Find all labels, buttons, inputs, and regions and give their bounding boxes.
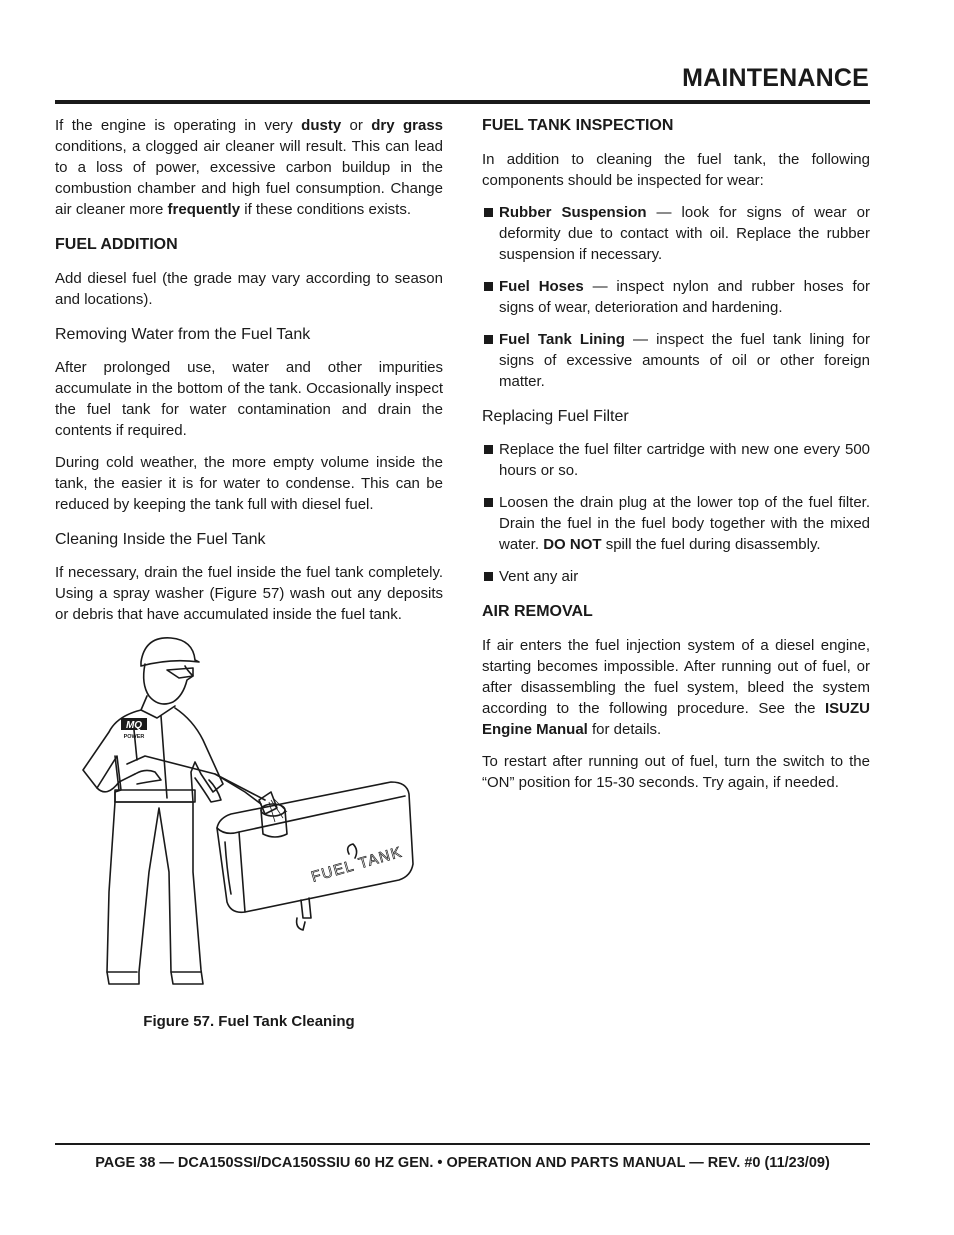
intro-paragraph xyxy=(55,115,443,220)
intro-text: if these conditions exists. xyxy=(240,201,411,218)
air-text: If air enters the fuel injection system of a diesel engine, starting becomes impossible. After running out of fuel, or after disassembling the fuel system, bleed the system according to the following procedure. See the xyxy=(482,637,870,717)
right-column xyxy=(482,113,870,804)
removing-water-paragraph-2: During cold weather, the more empty volume inside the tank, the easier it is for water to condense. This can be reduced by keeping the tank full with diesel fuel. xyxy=(55,454,443,513)
tank-drain-valve xyxy=(301,898,311,918)
intro-text: If the engine is operating in very xyxy=(55,117,302,134)
air-removal-heading: AIR REMOVAL xyxy=(482,603,593,620)
page-footer: PAGE 38 — DCA150SSI/DCA150SSIU 60 HZ GEN. • OPERATION AND PARTS MANUAL — REV. #0 (11/23/09) xyxy=(95,1155,830,1171)
header-rule xyxy=(55,100,870,104)
list-item xyxy=(482,492,870,555)
list-item xyxy=(482,439,870,481)
page-title: MAINTENANCE xyxy=(682,64,869,92)
air-text: for details. xyxy=(587,721,662,738)
intro-bold-dry-grass: dry grass xyxy=(371,117,443,134)
item-text: Replace the fuel filter cartridge with new one every 500 hours or so. xyxy=(499,441,870,479)
item-bold: Rubber Suspension xyxy=(499,204,647,221)
list-item xyxy=(482,202,870,265)
cleaning-paragraph: If necessary, drain the fuel inside the fuel tank completely. Using a spray washer (Figure 57) wash out any deposits or debris that have accumulated inside the fuel tank. xyxy=(55,564,443,623)
list-item xyxy=(482,276,870,318)
svg-text:POWER: POWER xyxy=(123,734,145,740)
item-text: — look for signs of wear or deformity due to contact with oil. Replace the rubber suspension if necessary. xyxy=(499,204,870,263)
air-removal-paragraph-1 xyxy=(482,635,870,740)
intro-text: or xyxy=(341,117,372,134)
svg-text:MQ: MQ xyxy=(125,720,143,731)
inspection-intro: In addition to cleaning the fuel tank, the following components should be inspected for wear: xyxy=(482,151,870,189)
fuel-addition-text: Add diesel fuel (the grade may vary according to season and locations). xyxy=(55,270,443,308)
item-bold: Fuel Hoses xyxy=(499,278,584,295)
item-bold: DO NOT xyxy=(543,536,602,553)
intro-bold-frequently: frequently xyxy=(167,201,241,218)
air-bold-manual: ISUZU Engine Manual xyxy=(482,700,870,738)
fuel-tank-label: FUEL TANK xyxy=(309,843,405,886)
intro-bold-dusty: dusty xyxy=(301,117,342,134)
worker-legs xyxy=(107,802,203,984)
list-item xyxy=(482,329,870,392)
mq-power-logo xyxy=(121,718,147,740)
item-text: Loosen the drain plug at the lower top of the fuel filter. Drain the fuel in the fuel body together with the mixed water. xyxy=(499,494,870,553)
cleaning-heading: Cleaning Inside the Fuel Tank xyxy=(55,531,266,548)
removing-water-paragraph-1: After prolonged use, water and other impurities accumulate in the bottom of the tank. Occasionally inspect the fuel tank for water contamination and drain the contents if required. xyxy=(55,359,443,439)
air-removal-paragraph-2: To restart after running out of fuel, turn the switch to the “ON” position for 15-30 seconds. Try again, if needed. xyxy=(482,753,870,791)
item-text: spill the fuel during disassembly. xyxy=(601,536,821,553)
hard-hat xyxy=(141,638,199,666)
list-item xyxy=(482,566,870,587)
left-column xyxy=(55,113,443,636)
figure-57-illustration xyxy=(75,632,425,1007)
removing-water-heading: Removing Water from the Fuel Tank xyxy=(55,326,311,343)
fuel-tank-inspection-heading: FUEL TANK INSPECTION xyxy=(482,117,674,134)
item-text: Vent any air xyxy=(499,568,579,585)
footer-rule xyxy=(55,1143,870,1145)
item-text: — inspect nylon and rubber hoses for signs of wear, deterioration and hardening. xyxy=(499,278,870,316)
item-bold: Fuel Tank Lining xyxy=(499,331,625,348)
replacing-filter-heading: Replacing Fuel Filter xyxy=(482,408,629,425)
intro-text: conditions, a clogged air cleaner will result. This can lead to a loss of power, excessive carbon buildup in the combustion chamber and high fuel consumption. Change air cleaner more xyxy=(55,138,443,218)
filter-list xyxy=(482,439,870,587)
figure-caption: Figure 57. Fuel Tank Cleaning xyxy=(143,1013,355,1030)
fuel-tank-body xyxy=(217,782,413,912)
belt xyxy=(115,790,195,802)
fuel-addition-heading: FUEL ADDITION xyxy=(55,236,178,253)
inspection-list xyxy=(482,202,870,392)
item-text: — inspect the fuel tank lining for signs of excessive amounts of oil or other foreign matter. xyxy=(499,331,870,390)
